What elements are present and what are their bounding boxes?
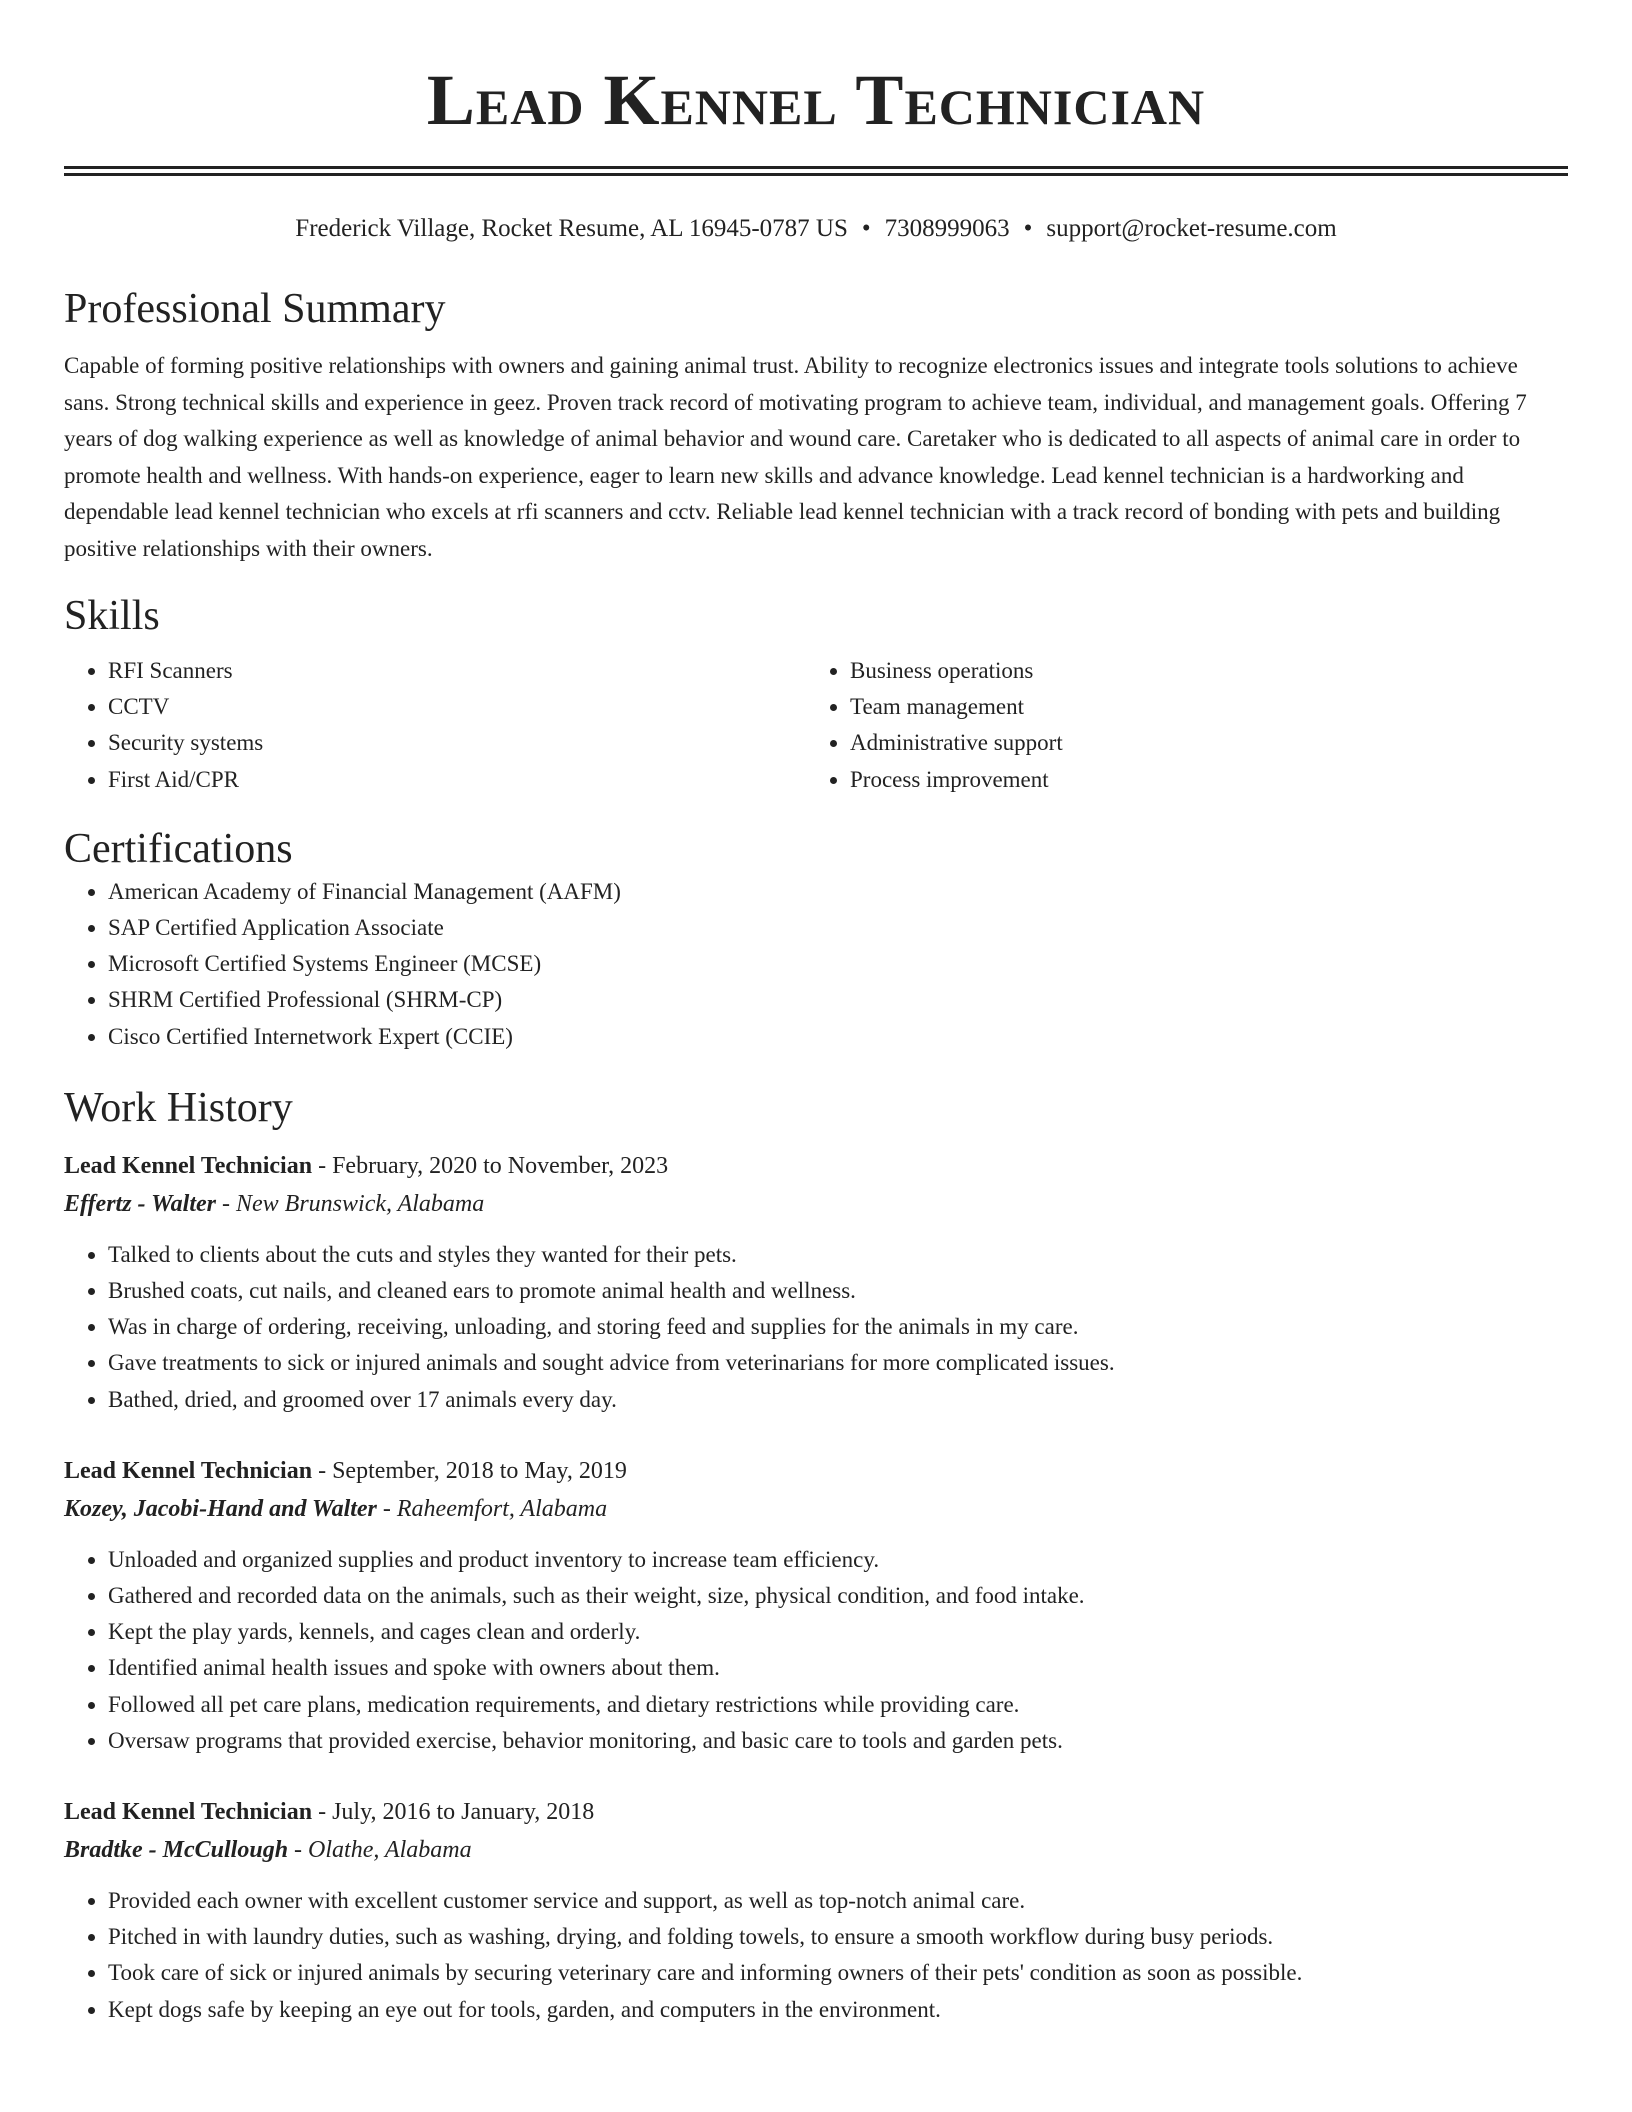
skills-heading: Skills [64, 593, 160, 639]
contact-phone: 7308999063 [884, 215, 1010, 242]
skills-grid [64, 653, 1568, 798]
job-duty: • Oversaw programs that provided exercise, behavior monitoring, and basic care to tools and garden pets. [108, 1723, 1568, 1759]
job-dates: February, 2020 to November, 2023 [332, 1152, 669, 1179]
skill-item: • Process improvement [850, 762, 1548, 798]
certification-item: • Cisco Certified Internetwork Expert (CCIE) [108, 1019, 1568, 1055]
job-location: New Brunswick, Alabama [236, 1190, 485, 1217]
job-company: Effertz - Walter [64, 1190, 217, 1217]
contact-separator: • [1023, 215, 1033, 242]
skills-column-left [64, 653, 806, 798]
skill-item: • CCTV [108, 689, 806, 725]
title-double-rule [64, 166, 1568, 176]
job-duty: • Talked to clients about the cuts and styles they wanted for their pets. [108, 1237, 1568, 1273]
job-company: Kozey, Jacobi-Hand and Walter [64, 1495, 377, 1522]
summary-heading: Professional Summary [64, 286, 446, 332]
job-duty: • Was in charge of ordering, receiving, unloading, and storing feed and supplies for the animals in my care. [108, 1309, 1568, 1345]
job-duty: • Bathed, dried, and groomed over 17 animals every day. [108, 1382, 1568, 1418]
job-entry [64, 1452, 1568, 1759]
job-employer: Effertz - Walter - New Brunswick, Alabama [64, 1190, 485, 1217]
job-duties-list [64, 1237, 1568, 1418]
skills-list-right [806, 653, 1548, 798]
summary-text: Capable of forming positive relationships with owners and gaining animal trust. Ability to recognize electronics issues and integrate tools solutions to achieve sans. Strong technical skills and experience in geez. Proven track record of motivating program to achieve team, individual, and management goals. Offering 7 years of dog walking experience as well as knowledge of animal behavior and wound care. Caretaker who is dedicated to all aspects of animal care in order to promote health and wellness. With hands-on experience, eager to learn new skills and advance knowledge. Lead kennel technician is a hardworking and dependable lead kennel technician who excels at rfi scanners and cctv. Reliable lead kennel technician with a track record of bonding with pets and building positive relationships with their owners. [64, 353, 1527, 561]
job-duty: • Gave treatments to sick or injured animals and sought advice from veterinarians for more complicated issues. [108, 1345, 1568, 1381]
job-duty: • Identified animal health issues and spoke with owners about them. [108, 1650, 1568, 1686]
job-duty: • Brushed coats, cut nails, and cleaned ears to promote animal health and wellness. [108, 1273, 1568, 1309]
skill-item: • Security systems [108, 725, 806, 761]
job-dates: September, 2018 to May, 2019 [332, 1457, 627, 1484]
contact-address: Frederick Village, Rocket Resume, AL 16945-0787 US [295, 215, 848, 242]
job-employer: Bradtke - McCullough - Olathe, Alabama [64, 1837, 472, 1864]
job-duty: • Kept the play yards, kennels, and cages clean and orderly. [108, 1614, 1568, 1650]
job-location: Raheemfort, Alabama [396, 1495, 608, 1522]
job-dates: July, 2016 to January, 2018 [332, 1799, 595, 1826]
job-duties-list [64, 1883, 1568, 2028]
job-duty: • Unloaded and organized supplies and product inventory to increase team efficiency. [108, 1542, 1568, 1578]
job-header: Lead Kennel Technician - February, 2020 to November, 2023 [64, 1152, 669, 1179]
skill-item: • Administrative support [850, 725, 1548, 761]
job-duty: • Gathered and recorded data on the animals, such as their weight, size, physical condition, and food intake. [108, 1578, 1568, 1614]
certifications-list [64, 874, 1568, 1055]
resume-title: Lead Kennel Technician [426, 60, 1206, 140]
certifications-heading: Certifications [64, 825, 293, 872]
skills-column-right [806, 653, 1548, 798]
job-duty: • Followed all pet care plans, medication requirements, and dietary restrictions while providing care. [108, 1687, 1568, 1723]
certification-item: • SHRM Certified Professional (SHRM-CP) [108, 982, 1568, 1018]
contact-line [64, 212, 1568, 246]
job-title: Lead Kennel Technician [64, 1799, 313, 1826]
work-history-heading: Work History [64, 1084, 293, 1131]
resume-page [64, 0, 1568, 2028]
job-location: Olathe, Alabama [308, 1837, 472, 1864]
certification-item: • Microsoft Certified Systems Engineer (MCSE) [108, 946, 1568, 982]
job-duty: • Kept dogs safe by keeping an eye out for tools, garden, and computers in the environment. [108, 1992, 1568, 2028]
contact-email: support@rocket-resume.com [1046, 215, 1337, 242]
job-title: Lead Kennel Technician [64, 1152, 313, 1179]
skill-item: • First Aid/CPR [108, 762, 806, 798]
job-company: Bradtke - McCullough [64, 1837, 289, 1864]
skill-item: • Business operations [850, 653, 1548, 689]
job-duty: • Pitched in with laundry duties, such as washing, drying, and folding towels, to ensure a smooth workflow during busy periods. [108, 1919, 1568, 1955]
job-title: Lead Kennel Technician [64, 1457, 313, 1484]
skills-list-left [64, 653, 806, 798]
job-header: Lead Kennel Technician - July, 2016 to January, 2018 [64, 1799, 595, 1826]
job-employer: Kozey, Jacobi-Hand and Walter - Raheemfort, Alabama [64, 1495, 608, 1522]
job-duty: • Provided each owner with excellent customer service and support, as well as top-notch animal care. [108, 1883, 1568, 1919]
job-header: Lead Kennel Technician - September, 2018 to May, 2019 [64, 1457, 627, 1484]
contact-separator: • [861, 215, 871, 242]
skill-item: • RFI Scanners [108, 653, 806, 689]
job-entry [64, 1147, 1568, 1418]
job-entry [64, 1793, 1568, 2028]
job-duties-list [64, 1542, 1568, 1759]
certification-item: • American Academy of Financial Management (AAFM) [108, 874, 1568, 910]
certification-item: • SAP Certified Application Associate [108, 910, 1568, 946]
skill-item: • Team management [850, 689, 1548, 725]
job-duty: • Took care of sick or injured animals by securing veterinary care and informing owners of their pets' condition as soon as possible. [108, 1955, 1568, 1991]
